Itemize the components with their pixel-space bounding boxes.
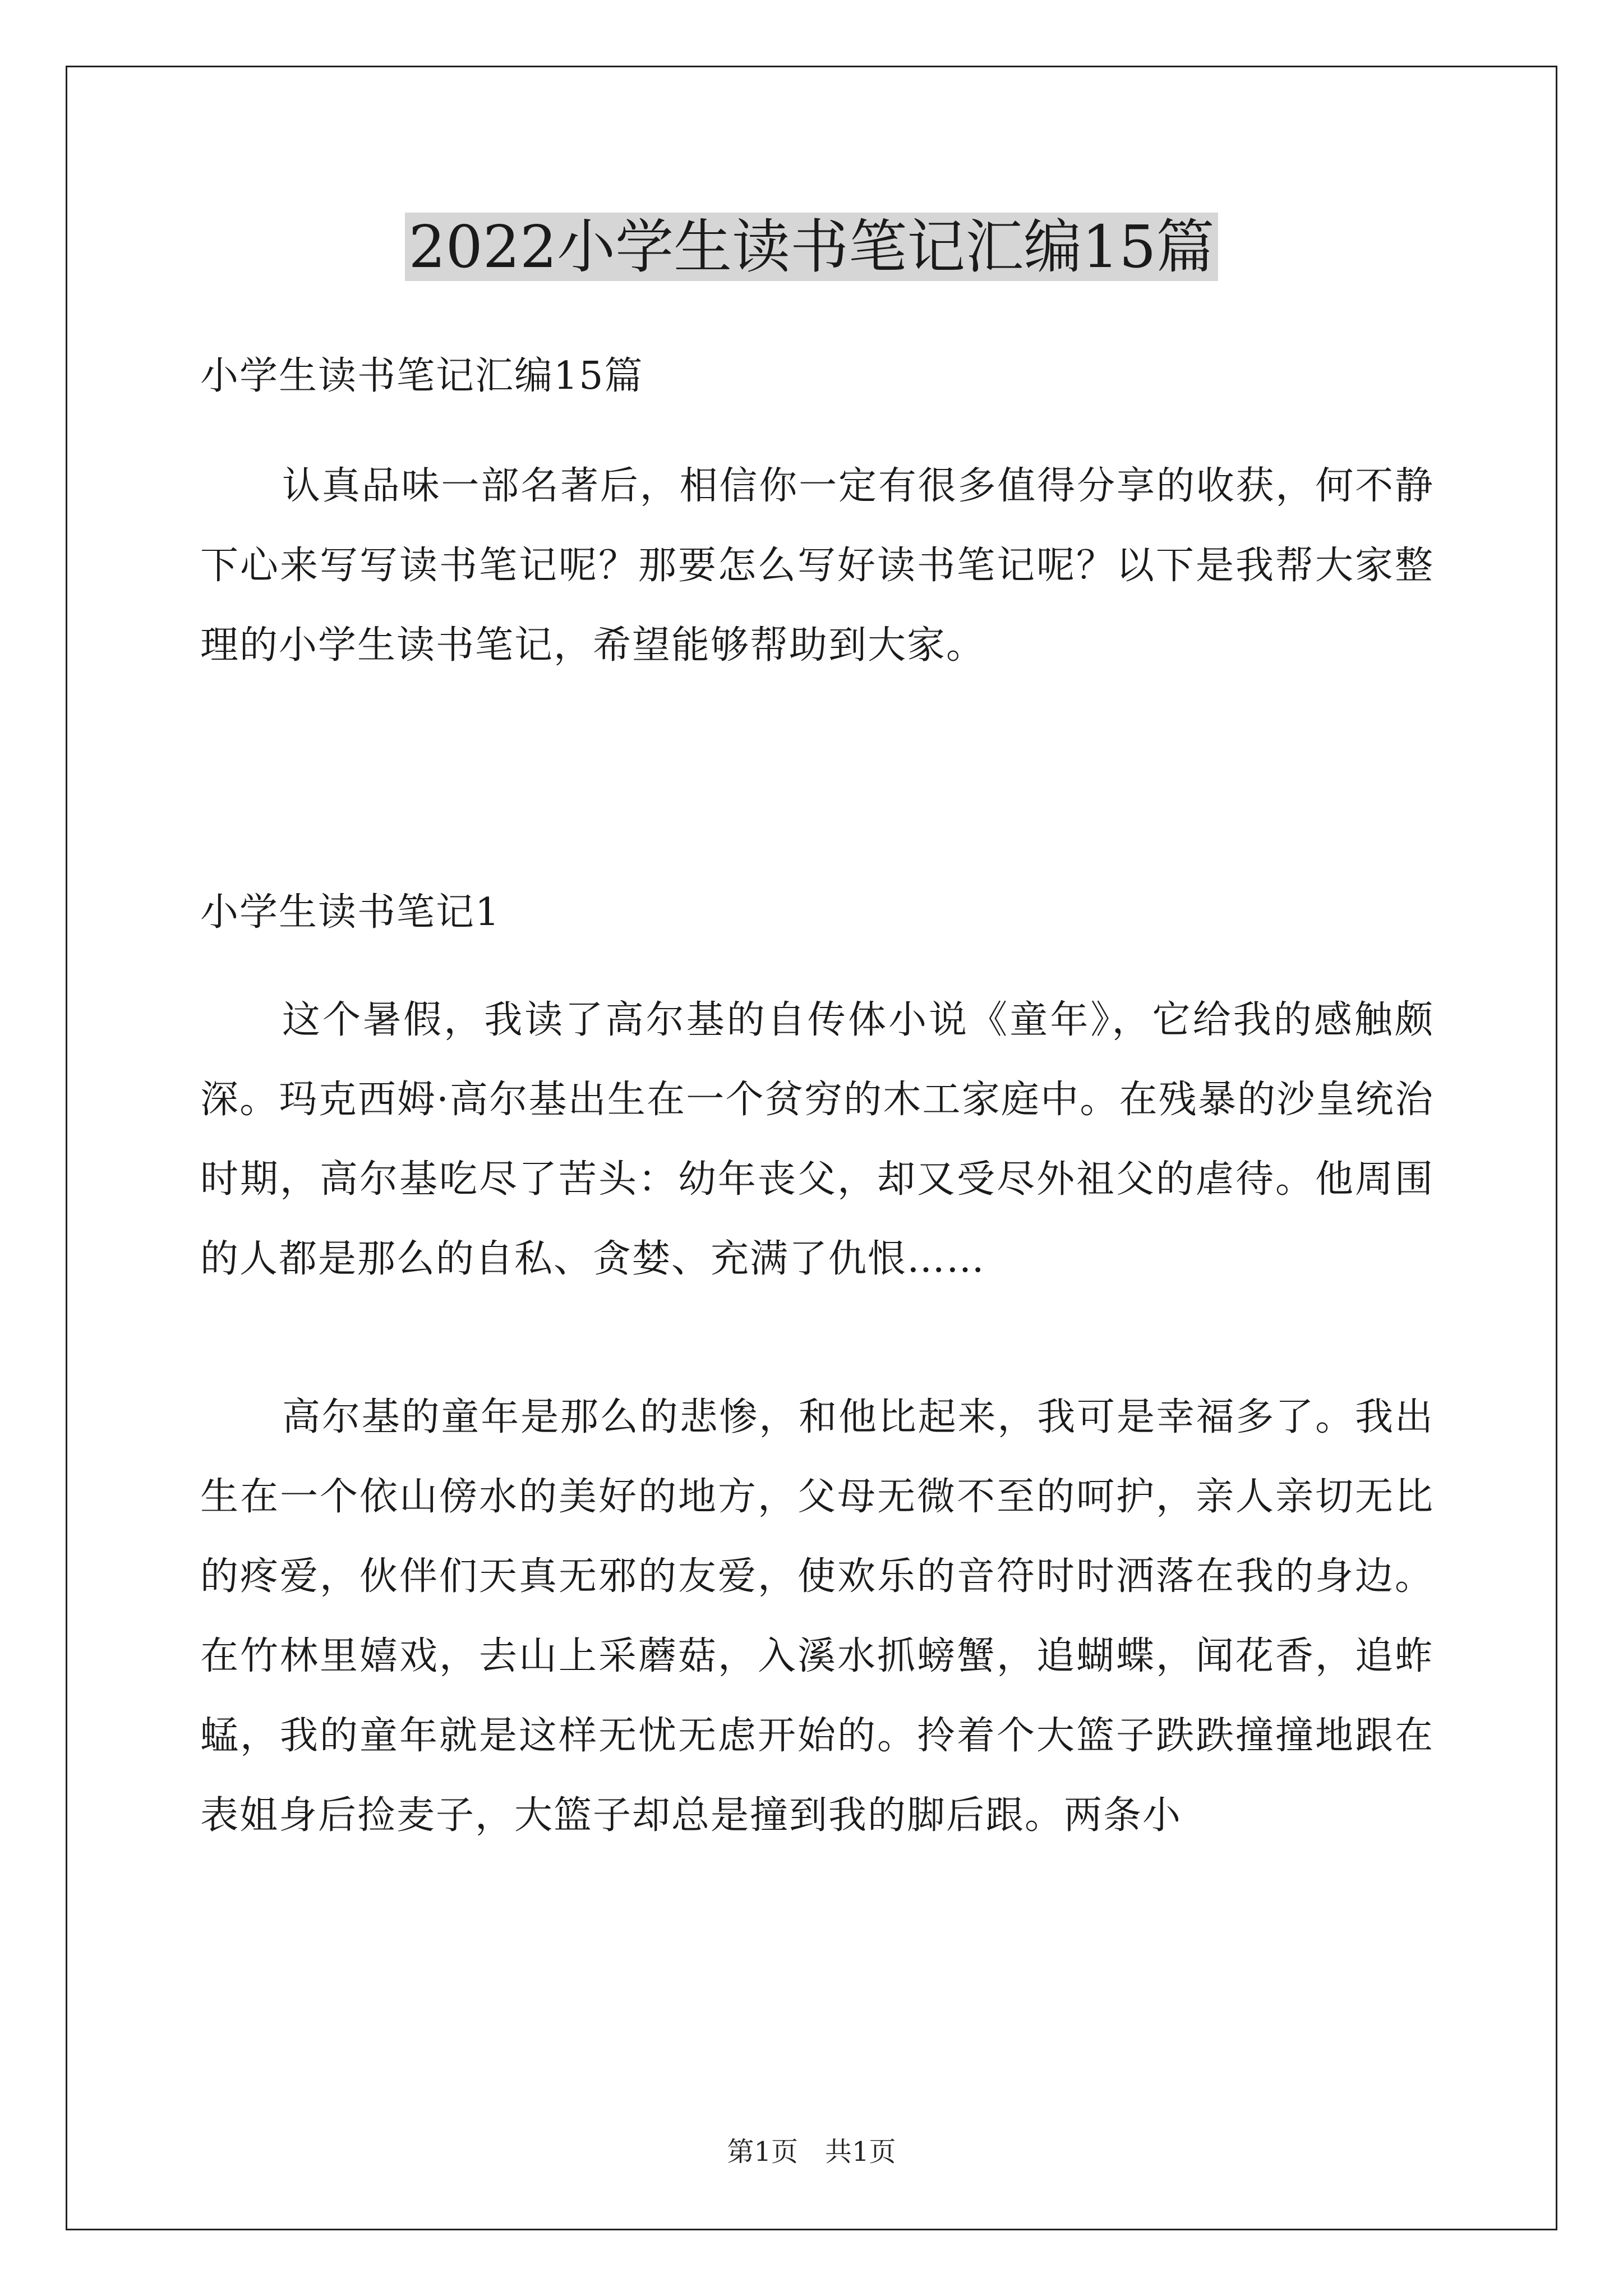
- intro-paragraph: 认真品味一部名著后，相信你一定有很多值得分享的收获，何不静下心来写写读书笔记呢？那要怎么写好读书笔记呢？以下是我帮大家整理的小学生读书笔记，希望能够帮助到大家。: [200, 464, 1434, 668]
- note-1-paragraph-2: 高尔基的童年是那么的悲惨，和他比起来，我可是幸福多了。我出生在一个依山傍水的美好的地方，父母无微不至的呵护，亲人亲切无比的疼爱，伙伴们天真无邪的友爱，使欢乐的音符时时洒落在我的身边。在竹林里嬉戏，去山上采蘑菇，入溪水抓螃蟹，追蝴蝶，闻花香，追蚱蜢，我的童年就是这样无忧无虑开始的。拎着个大篮子跌跌撞撞地跟在表姐身后捡麦子，大篮子却总是撞到我的脚后跟。两条小: [200, 1395, 1434, 1838]
- page-total: 共1页: [825, 2136, 896, 2168]
- document-title: [0, 208, 1623, 286]
- note-1-paragraph-1: 这个暑假，我读了高尔基的自传体小说《童年》，它给我的感触颇深。玛克西姆·高尔基出生在一个贫穷的木工家庭中。在残暴的沙皇统治时期，高尔基吃尽了苦头：幼年丧父，却又受尽外祖父的虐待。他周围的人都是那么的自私、贪婪、充满了仇恨……: [200, 998, 1434, 1281]
- page-number: 第1页: [727, 2136, 798, 2168]
- section-heading-note-1: 小学生读书笔记1: [200, 890, 501, 935]
- page-footer: [0, 2135, 1623, 2169]
- document-title-text: 2022小学生读书笔记汇编15篇: [405, 213, 1218, 281]
- intro-heading: 小学生读书笔记汇编15篇: [200, 354, 644, 398]
